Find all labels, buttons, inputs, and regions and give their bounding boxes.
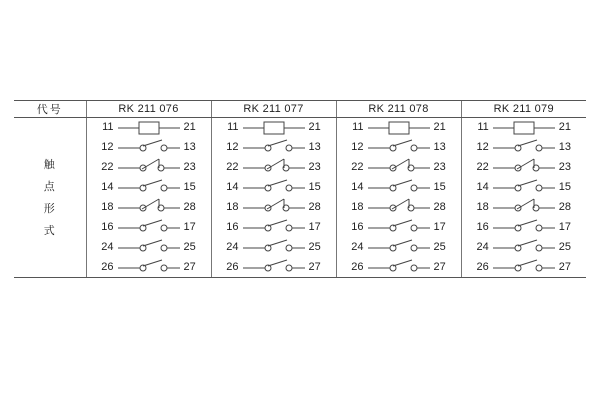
row-label-char-1: 触 (43, 158, 56, 171)
no-contact-symbol (493, 238, 555, 257)
terminal-left: 14 (351, 181, 364, 193)
contact-cell-3 (336, 118, 461, 278)
contact-row (88, 218, 210, 237)
terminal-left: 24 (101, 241, 114, 253)
no-contact-symbol (243, 258, 305, 277)
contact-list (212, 118, 336, 277)
contact-row (338, 118, 460, 137)
table-header-row (14, 101, 586, 118)
no-contact-symbol (118, 258, 180, 277)
contact-row (88, 118, 210, 137)
terminal-left: 12 (351, 141, 364, 153)
terminal-left: 22 (226, 161, 239, 173)
terminal-left: 26 (351, 261, 364, 273)
terminal-left: 14 (101, 181, 114, 193)
terminal-left: 18 (476, 201, 489, 213)
terminal-left: 26 (476, 261, 489, 273)
no-contact-symbol (118, 178, 180, 197)
contact-row (213, 258, 335, 277)
contact-row (463, 138, 585, 157)
contact-row (88, 238, 210, 257)
nc-contact-symbol (368, 198, 430, 217)
no-contact-symbol (118, 218, 180, 237)
terminal-right: 23 (433, 161, 446, 173)
terminal-right: 28 (558, 201, 571, 213)
contact-row (338, 138, 460, 157)
terminal-left: 11 (227, 121, 239, 133)
terminal-right: 17 (433, 221, 446, 233)
coil-symbol (368, 118, 430, 137)
coil-symbol (118, 118, 180, 137)
terminal-right: 28 (433, 201, 446, 213)
no-contact-symbol (243, 238, 305, 257)
terminal-right: 17 (308, 221, 321, 233)
contact-list (87, 118, 211, 277)
no-contact-symbol (118, 238, 180, 257)
contact-row (463, 258, 585, 277)
no-contact-symbol (243, 138, 305, 157)
contact-list (462, 118, 587, 277)
contact-row (338, 178, 460, 197)
row-label-char-2: 点 (43, 180, 56, 193)
terminal-right: 21 (433, 121, 446, 133)
terminal-left: 24 (351, 241, 364, 253)
no-contact-symbol (243, 178, 305, 197)
contact-row (88, 258, 210, 277)
row-label-char-3: 形 (43, 202, 56, 215)
contact-row (463, 218, 585, 237)
contact-cell-1 (86, 118, 211, 278)
terminal-left: 26 (101, 261, 114, 273)
no-contact-symbol (118, 138, 180, 157)
row-label-char-4: 式 (43, 224, 56, 237)
terminal-left: 18 (351, 201, 364, 213)
terminal-left: 22 (101, 161, 114, 173)
terminal-right: 27 (183, 261, 196, 273)
contact-row (338, 238, 460, 257)
terminal-right: 21 (183, 121, 196, 133)
no-contact-symbol (493, 138, 555, 157)
terminal-left: 12 (476, 141, 489, 153)
header-code-2: RK 211 077 (211, 101, 336, 118)
contact-row (338, 158, 460, 177)
nc-contact-symbol (243, 158, 305, 177)
contact-row (88, 198, 210, 217)
nc-contact-symbol (493, 158, 555, 177)
terminal-right: 25 (183, 241, 196, 253)
terminal-left: 16 (226, 221, 239, 233)
terminal-right: 15 (183, 181, 196, 193)
coil-symbol (493, 118, 555, 137)
terminal-left: 11 (102, 121, 114, 133)
contact-row (213, 178, 335, 197)
no-contact-symbol (368, 178, 430, 197)
contact-row (338, 258, 460, 277)
terminal-right: 25 (433, 241, 446, 253)
terminal-right: 23 (183, 161, 196, 173)
terminal-right: 21 (558, 121, 571, 133)
nc-contact-symbol (368, 158, 430, 177)
contact-cell-2 (211, 118, 336, 278)
no-contact-symbol (368, 258, 430, 277)
contact-row (213, 158, 335, 177)
contact-row (338, 198, 460, 217)
no-contact-symbol (493, 178, 555, 197)
nc-contact-symbol (118, 158, 180, 177)
spec-table (14, 100, 586, 278)
terminal-right: 13 (183, 141, 196, 153)
terminal-right: 23 (308, 161, 321, 173)
contact-row (213, 198, 335, 217)
terminal-left: 22 (476, 161, 489, 173)
contact-cell-4 (461, 118, 586, 278)
no-contact-symbol (493, 258, 555, 277)
terminal-left: 16 (101, 221, 114, 233)
contact-row (463, 158, 585, 177)
nc-contact-symbol (243, 198, 305, 217)
terminal-left: 24 (476, 241, 489, 253)
contact-row (213, 138, 335, 157)
terminal-right: 27 (308, 261, 321, 273)
contact-row (213, 218, 335, 237)
header-code-3: RK 211 078 (336, 101, 461, 118)
header-row-label: 代号 (14, 101, 86, 118)
terminal-right: 27 (433, 261, 446, 273)
no-contact-symbol (493, 218, 555, 237)
terminal-right: 25 (558, 241, 571, 253)
terminal-right: 13 (558, 141, 571, 153)
no-contact-symbol (368, 138, 430, 157)
terminal-left: 11 (352, 121, 364, 133)
terminal-left: 14 (476, 181, 489, 193)
no-contact-symbol (368, 218, 430, 237)
contact-row (88, 178, 210, 197)
terminal-right: 23 (558, 161, 571, 173)
terminal-left: 16 (351, 221, 364, 233)
terminal-right: 25 (308, 241, 321, 253)
terminal-left: 11 (477, 121, 489, 133)
terminal-left: 22 (351, 161, 364, 173)
contact-row (463, 118, 585, 137)
contact-arrangement-table (14, 100, 586, 278)
terminal-left: 12 (101, 141, 114, 153)
terminal-left: 16 (476, 221, 489, 233)
terminal-left: 18 (226, 201, 239, 213)
coil-symbol (243, 118, 305, 137)
contact-list (337, 118, 461, 277)
nc-contact-symbol (493, 198, 555, 217)
contact-row (88, 138, 210, 157)
terminal-left: 26 (226, 261, 239, 273)
header-code-1: RK 211 076 (86, 101, 211, 118)
terminal-right: 17 (558, 221, 571, 233)
contact-row (463, 198, 585, 217)
terminal-right: 13 (308, 141, 321, 153)
terminal-right: 13 (433, 141, 446, 153)
no-contact-symbol (368, 238, 430, 257)
nc-contact-symbol (118, 198, 180, 217)
table-body-row (14, 118, 586, 278)
terminal-right: 28 (308, 201, 321, 213)
no-contact-symbol (243, 218, 305, 237)
terminal-right: 15 (433, 181, 446, 193)
terminal-left: 24 (226, 241, 239, 253)
row-label-contact-arrangement (14, 118, 86, 278)
contact-row (463, 238, 585, 257)
terminal-left: 14 (226, 181, 239, 193)
contact-row (213, 238, 335, 257)
contact-row (338, 218, 460, 237)
terminal-right: 21 (308, 121, 321, 133)
contact-row (88, 158, 210, 177)
contact-row (463, 178, 585, 197)
header-code-4: RK 211 079 (461, 101, 586, 118)
contact-row (213, 118, 335, 137)
terminal-left: 12 (226, 141, 239, 153)
terminal-right: 17 (183, 221, 196, 233)
terminal-right: 27 (558, 261, 571, 273)
terminal-right: 15 (558, 181, 571, 193)
terminal-right: 15 (308, 181, 321, 193)
terminal-right: 28 (183, 201, 196, 213)
terminal-left: 18 (101, 201, 114, 213)
